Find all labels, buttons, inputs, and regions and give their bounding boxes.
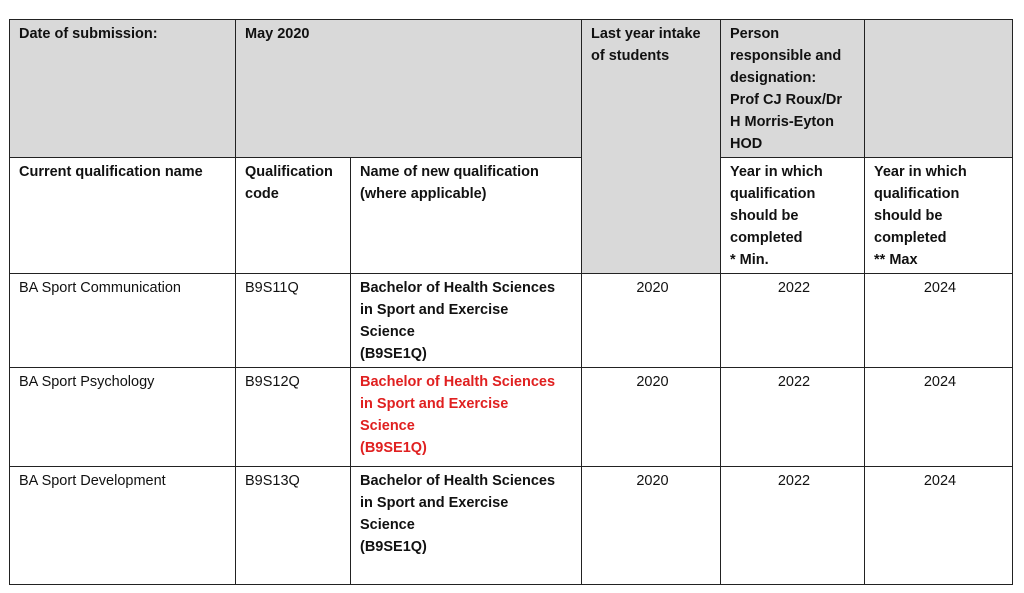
year-max-header: Year in which qualification should be completed ** Max bbox=[865, 158, 1013, 274]
current-qualification-cell: BA Sport Communication bbox=[10, 274, 236, 368]
intake-year-cell: 2020 bbox=[582, 274, 721, 368]
min-year-cell: 2022 bbox=[721, 467, 865, 585]
table-row bbox=[10, 368, 1013, 467]
header-row-submission bbox=[10, 20, 1013, 158]
current-qualification-cell: BA Sport Development bbox=[10, 467, 236, 585]
qualification-code-cell: B9S11Q bbox=[236, 274, 351, 368]
current-qualification-cell: BA Sport Psychology bbox=[10, 368, 236, 467]
qualification-code-cell: B9S12Q bbox=[236, 368, 351, 467]
max-year-cell: 2024 bbox=[865, 467, 1013, 585]
max-year-cell: 2024 bbox=[865, 368, 1013, 467]
qualification-table bbox=[9, 19, 1013, 585]
person-responsible-header: Person responsible and designation: Prof CJ Roux/Dr H Morris-Eyton HOD bbox=[721, 20, 865, 158]
date-of-submission-label: Date of submission: bbox=[10, 20, 236, 158]
year-min-header: Year in which qualification should be completed * Min. bbox=[721, 158, 865, 274]
intake-year-cell: 2020 bbox=[582, 467, 721, 585]
intake-year-cell: 2020 bbox=[582, 368, 721, 467]
table-row bbox=[10, 467, 1013, 585]
date-of-submission-value: May 2020 bbox=[236, 20, 582, 158]
new-qualification-name-header: Name of new qualification (where applicable) bbox=[351, 158, 582, 274]
column-header-row bbox=[10, 158, 1013, 274]
qualification-code-cell: B9S13Q bbox=[236, 467, 351, 585]
last-year-intake-header: Last year intake of students bbox=[582, 20, 721, 274]
new-qualification-cell-highlighted: Bachelor of Health Sciences in Sport and Exercise Science (B9SE1Q) bbox=[351, 368, 582, 467]
table-row bbox=[10, 274, 1013, 368]
qualification-code-header: Qualification code bbox=[236, 158, 351, 274]
min-year-cell: 2022 bbox=[721, 368, 865, 467]
qualification-table-container bbox=[9, 19, 1013, 585]
empty-header-cell bbox=[865, 20, 1013, 158]
new-qualification-cell: Bachelor of Health Sciences in Sport and Exercise Science (B9SE1Q) bbox=[351, 274, 582, 368]
current-qualification-name-header: Current qualification name bbox=[10, 158, 236, 274]
max-year-cell: 2024 bbox=[865, 274, 1013, 368]
min-year-cell: 2022 bbox=[721, 274, 865, 368]
new-qualification-cell: Bachelor of Health Sciences in Sport and Exercise Science (B9SE1Q) bbox=[351, 467, 582, 585]
